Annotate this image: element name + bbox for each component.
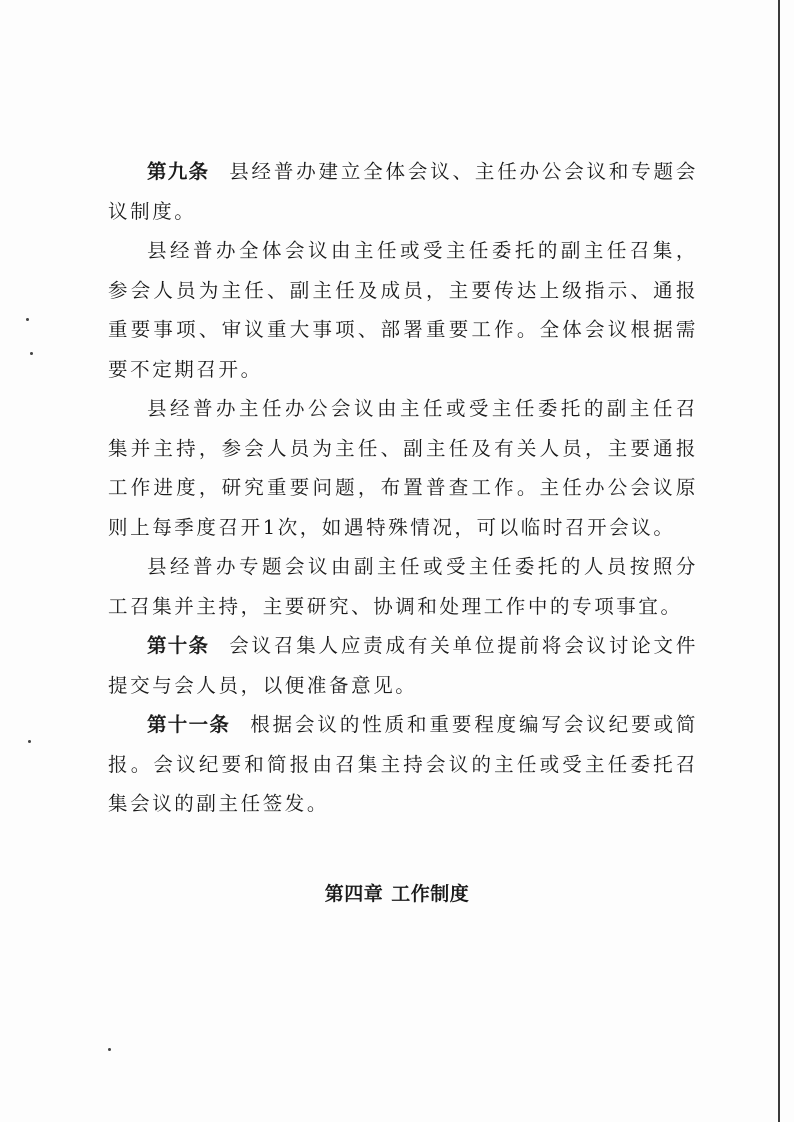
scan-speck — [108, 1048, 111, 1051]
scan-edge-line — [778, 0, 780, 1122]
chapter-heading — [0, 879, 794, 906]
article-number: 第九条 — [147, 160, 210, 183]
article-text: 县经普办建立全体会议、主任办公会议和专题会议制度。 — [108, 160, 698, 223]
article-number: 第十一条 — [147, 713, 231, 736]
chapter-number: 第四章 — [324, 883, 384, 905]
paragraph: 县经普办主任办公会议由主任或受主任委托的副主任召集并主持，参会人员为主任、副主任及有关人员，主要通报工作进度，研究重要问题，布置普查工作。主任办公会议原则上每季度召开1次，如遇特殊情况，可以临时召开会议。 — [108, 397, 698, 539]
document-body — [108, 152, 698, 824]
paragraph: 县经普办全体会议由主任或受主任委托的副主任召集，参会人员为主任、副主任及成员，主要传达上级指示、通报重要事项、审议重大事项、部署重要工作。全体会议根据需要不定期召开。 — [108, 239, 698, 381]
article-text: 根据会议的性质和重要程度编写会议纪要或简报。会议纪要和简报由召集主持会议的主任或受主任委托召集会议的副主任签发。 — [108, 713, 698, 815]
scan-speck — [26, 318, 29, 321]
article-9 — [108, 152, 698, 231]
chapter-title: 工作制度 — [391, 883, 470, 905]
paragraph: 县经普办专题会议由副主任或受主任委托的人员按照分工召集并主持，主要研究、协调和处理工作中的专项事宜。 — [108, 555, 698, 618]
article-text: 会议召集人应责成有关单位提前将会议讨论文件提交与会人员，以便准备意见。 — [108, 634, 698, 697]
article-number: 第十条 — [147, 634, 210, 657]
scan-speck — [30, 352, 33, 355]
scan-speck — [28, 740, 31, 743]
article-11 — [108, 705, 698, 824]
article-10 — [108, 626, 698, 705]
